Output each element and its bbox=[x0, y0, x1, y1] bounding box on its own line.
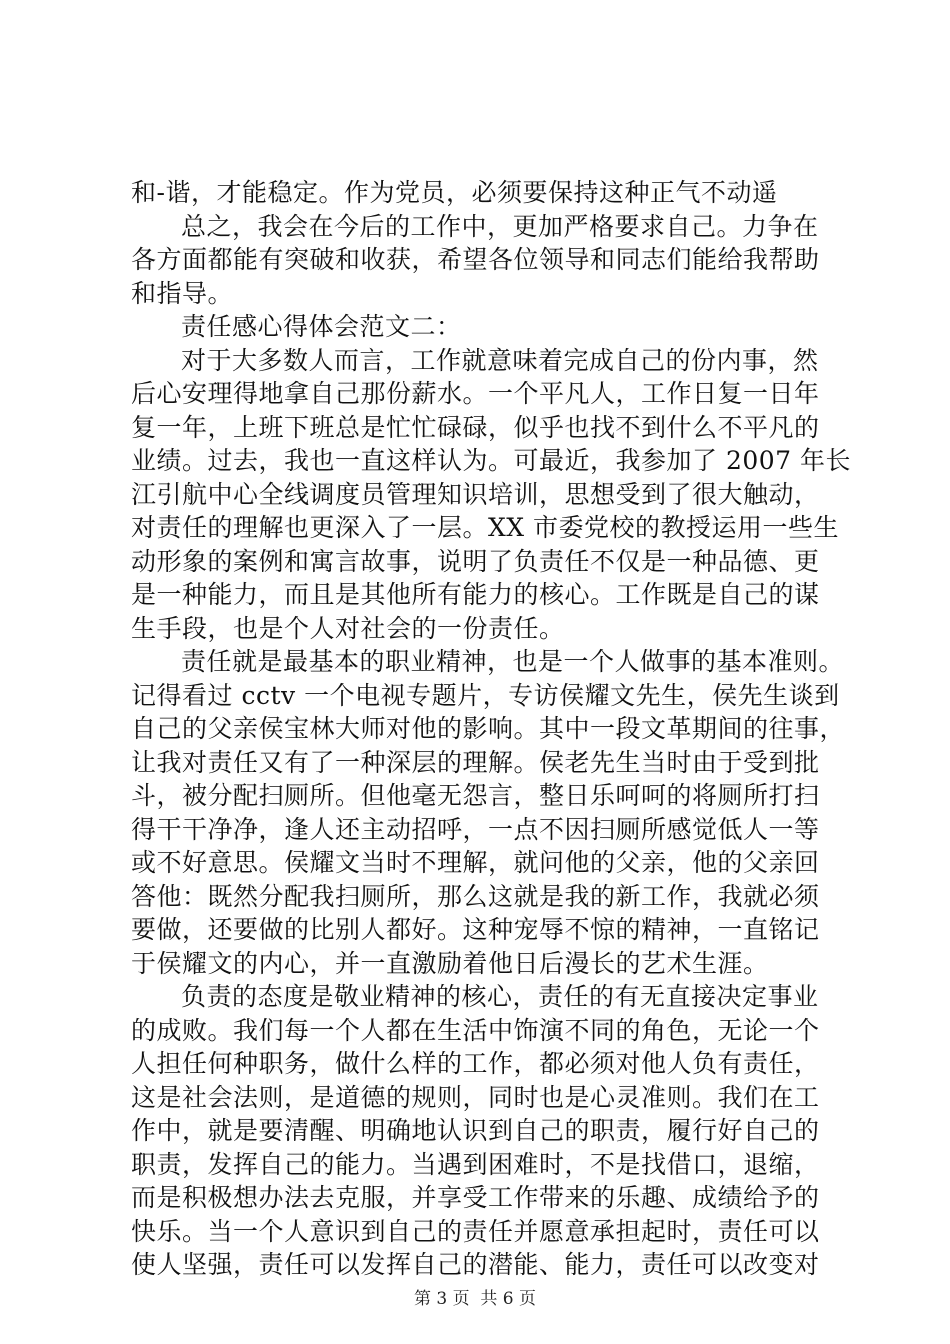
text-line: 和指导。 bbox=[131, 278, 234, 308]
text-line: 复一年，上班下班总是忙忙碌碌，似乎也找不到什么不平凡的 bbox=[131, 412, 820, 442]
text-line: 后心安理得地拿自己那份薪水。一个平凡人，工作日复一日年 bbox=[131, 379, 820, 408]
text-line: 业绩。过去，我也一直这样认为。可最近，我参加了 2007 年长 bbox=[131, 446, 852, 475]
text-line: 记得看过 cctv 一个电视专题片，专访侯耀文先生，侯先生谈到 bbox=[131, 680, 840, 710]
text-line: 得干干净净，逢人还主动招呼，一点不因扫厕所感觉低人一等 bbox=[131, 814, 820, 844]
text-line: 动形象的案例和寓言故事，说明了负责任不仅是一种品德、更 bbox=[131, 546, 820, 576]
text-line: 生手段，也是个人对社会的一份责任。 bbox=[131, 613, 565, 643]
text-line: 对责任的理解也更深入了一层。XX 市委党校的教授运用一些生 bbox=[131, 513, 840, 542]
text-line: 于侯耀文的内心，并一直激励着他日后漫长的艺术生涯。 bbox=[131, 948, 769, 978]
text-line: 人担任何种职务，做什么样的工作，都必须对他人负有责任， bbox=[131, 1049, 820, 1078]
text-line: 责任感心得体会范文二： bbox=[181, 312, 462, 341]
page-footer bbox=[0, 1284, 950, 1309]
text-line: 总之，我会在今后的工作中，更加严格要求自己。力争在 bbox=[181, 211, 819, 241]
text-line: 的成败。我们每一个人都在生活中饰演不同的角色，无论一个 bbox=[131, 1015, 820, 1045]
text-line: 各方面都能有突破和收获，希望各位领导和同志们能给我帮助 bbox=[131, 245, 820, 274]
text-line: 负责的态度是敬业精神的核心，责任的有无直接决定事业 bbox=[181, 982, 819, 1011]
text-line: 答他：既然分配我扫厕所，那么这就是我的新工作，我就必须 bbox=[131, 881, 820, 911]
text-line: 自己的父亲侯宝林大师对他的影响。其中一段文革期间的往事， bbox=[131, 714, 846, 743]
text-line: 要做，还要做的比别人都好。这种宠辱不惊的精神，一直铭记 bbox=[131, 915, 820, 944]
text-line: 江引航中心全线调度员管理知识培训，思想受到了很大触动， bbox=[131, 479, 820, 509]
text-line: 是一种能力，而且是其他所有能力的核心。工作既是自己的谋 bbox=[131, 580, 820, 609]
text-line: 这是社会法则，是道德的规则，同时也是心灵准则。我们在工 bbox=[131, 1082, 820, 1112]
text-line: 而是积极想办法去克服，并享受工作带来的乐趣、成绩给予的 bbox=[131, 1183, 820, 1212]
text-line: 和-谐，才能稳定。作为党员，必须要保持这种正气不动遥 bbox=[131, 178, 778, 207]
text-line: 作中，就是要清醒、明确地认识到自己的职责，履行好自己的 bbox=[131, 1116, 820, 1145]
text-line: 斗，被分配扫厕所。但他毫无怨言，整日乐呵呵的将厕所打扫 bbox=[131, 781, 820, 810]
text-line: 让我对责任又有了一种深层的理解。侯老先生当时由于受到批 bbox=[131, 747, 820, 777]
text-line: 使人坚强，责任可以发挥自己的潜能、能力，责任可以改变对 bbox=[131, 1250, 820, 1279]
text-line: 或不好意思。侯耀文当时不理解，就问他的父亲，他的父亲回 bbox=[131, 848, 820, 877]
text-line: 对于大多数人而言，工作就意味着完成自己的份内事，然 bbox=[181, 345, 819, 375]
page-number: 第 3 页 共 6 页 bbox=[413, 1289, 537, 1309]
document-body bbox=[131, 176, 852, 1282]
text-line: 职责，发挥自己的能力。当遇到困难时，不是找借口，退缩， bbox=[131, 1149, 820, 1179]
text-line: 责任就是最基本的职业精神，也是一个人做事的基本准则。 bbox=[181, 647, 845, 676]
text-line: 快乐。当一个人意识到自己的责任并愿意承担起时，责任可以 bbox=[131, 1216, 820, 1246]
